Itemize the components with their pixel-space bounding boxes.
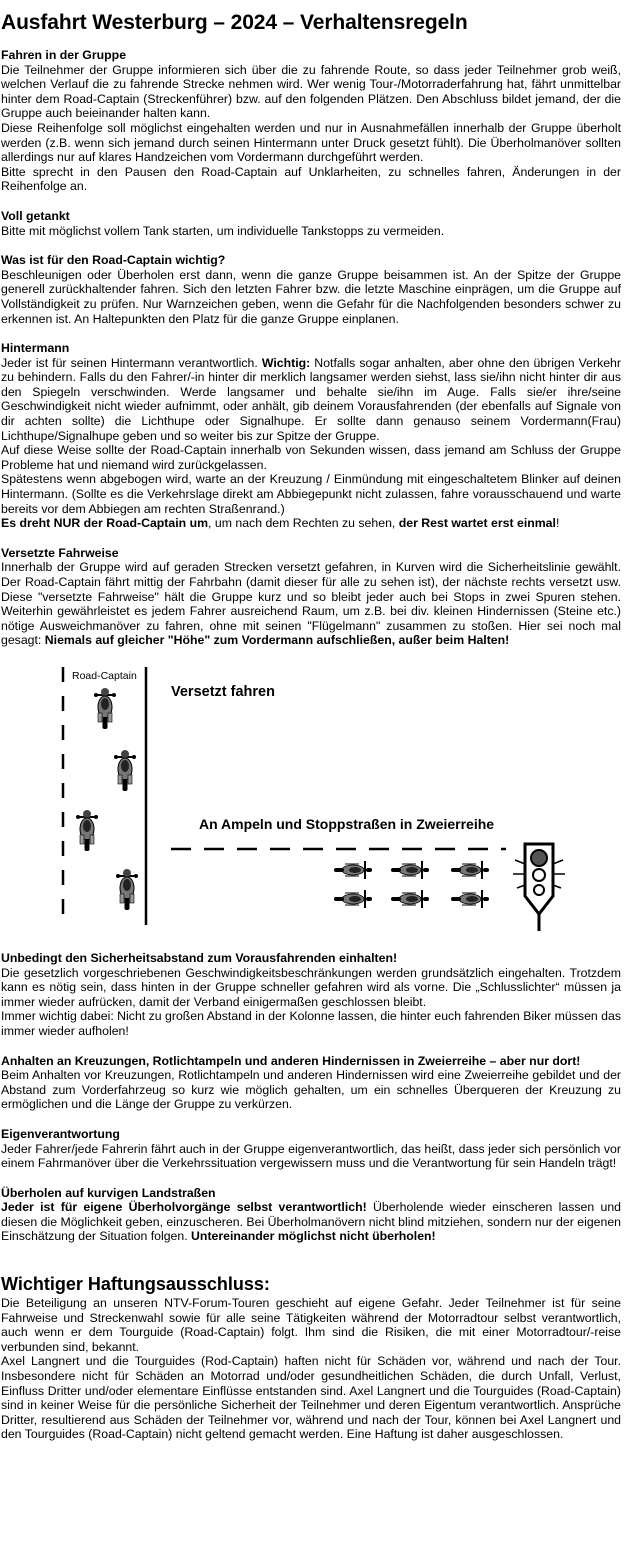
section xyxy=(1,341,621,531)
section-title: Eigenverantwortung xyxy=(1,1126,120,1141)
section-paragraph xyxy=(1,966,621,1010)
section xyxy=(1,1186,621,1244)
section-paragraph xyxy=(1,356,621,444)
section-paragraph xyxy=(1,268,621,326)
motorcycle-icon xyxy=(391,890,429,908)
section xyxy=(1,1127,621,1171)
disclaimer-title: Wichtiger Haftungsausschluss: xyxy=(1,1274,270,1295)
bold-text: der Rest wartet erst einmal xyxy=(398,516,556,531)
section-title: Hintermann xyxy=(1,341,70,356)
text: Jeder Fahrer/jede Fahrerin fährt auch in der Gruppe eigenverantwortlich, das heißt, dass jeder sich persönlich vor einem Fahrmanöver über die Verkehrssituation vergewissern muss und die Verantwortung für sein Handeln trägt! xyxy=(1,1141,621,1171)
section xyxy=(1,48,621,194)
section-paragraph xyxy=(1,472,621,516)
text: , um nach dem Rechten zu sehen, xyxy=(208,516,399,531)
text: Die Teilnehmer der Gruppe informieren sich über die zu fahrende Route, so dass jeder Teilnehmer grob weiß, welchen Verlauf die zu fahrende Strecke nehmen wird. Wer wenig Tour-/Motorraderfahrung hat, fährt unmittelbar hinter dem Road-Captain (Streckenführer) bzw. auf den folgenden Plätzen. Den Abschluss bildet jemand, der die Gruppe auch beieinander halten kann. xyxy=(1,62,621,121)
section-title: Versetzte Fahrweise xyxy=(1,545,119,560)
motorcycle-icon xyxy=(334,890,372,908)
section-paragraph xyxy=(1,1068,621,1112)
text: Diese Reihenfolge soll möglichst eingehalten werden und nur in Ausnahmefällen innerhalb der Gruppe überholt werden (z.B. wenn sich jemand durch seinen Hintermann unter Druck gesetzt fühlt). Die Überholmanöver sollten allerdings nur auf klares Handzeichen vom Vordermann durchgeführt werden. xyxy=(1,120,621,165)
formation-diagram xyxy=(1,663,621,931)
section xyxy=(1,546,621,648)
text: Innerhalb der Gruppe wird auf geraden Strecken versetzt gefahren, in Kurven wird die Sicherheitslinie gewählt. Der Road-Captain fährt mittig der Fahrbahn (damit dieser für alle zu sehen ist), der nächste rechts versetzt usw. Diese "versetzte Fahrweise" hält die Gruppe kurz und so bleibt jeder auch bei Stops in zwei Spuren stehen. Weiterhin gewährleistet es jedem Fahrer ausreichend Raum, um z.B. bei div. kleinen Hindernissen (Steine etc.) nötige Ausweichmanöver zu fahren, ohne mit seinen "Flügelmann" zusammen zu stoßen. Hier sei noch mal gesagt: xyxy=(1,560,621,648)
section-paragraph xyxy=(1,1142,621,1171)
section xyxy=(1,951,621,1039)
section-title: Fahren in der Gruppe xyxy=(1,48,127,62)
versetzt-fahren-label: Versetzt fahren xyxy=(171,683,275,700)
disclaimer-paragraph xyxy=(1,1354,621,1442)
text: Überholende wieder einscheren lassen und diesen die Möglichkeit geben, einzuscheren. Bei Überholmanövern nicht blind mitziehen, sondern nur der eigenen Einschätzung der Situation folgen. xyxy=(1,1200,622,1244)
section-title: Unbedingt den Sicherheitsabstand zum Vorausfahrenden einhalten! xyxy=(1,950,398,965)
text: Notfalls sogar anhalten, aber ohne den übrigen Verkehr zu behindern. Falls du den Fahrer/-in hinter dir merklich langsamer werden siehst, lass sie/ihn nicht hinter dir aus den Spiegeln verschwinden. Werde langsamer und behalte sie/ihn im Auge. Falls sie/er ihre/seine Geschwindigkeit nicht wieder aufnimmt, oder anhält, gib deinem Vorausfahrenden (der ebenfalls auf Signale von dir achten sollte) die Lichthupe oder Signalhupe. Er sollte dann genauso seinem Vordermann(Frau) Lichthupe/Signalhupe geben und so weiter bis zur Spitze der Gruppe. xyxy=(1,355,621,443)
bold-text: Es dreht NUR der Road-Captain um xyxy=(1,516,209,531)
sections-before-figure xyxy=(1,48,621,648)
bold-text: Jeder ist für eigene Überholvorgänge selbst verantwortlich! xyxy=(1,1200,367,1215)
section xyxy=(1,253,621,326)
motorcycle-icon xyxy=(451,861,489,879)
bold-text: Niemals auf gleicher "Höhe" zum Vordermann aufschließen, außer beim Halten! xyxy=(44,633,510,648)
text: Die Beteiligung an unseren NTV-Forum-Touren geschieht auf eigene Gefahr. Jeder Teilnehmer ist für seine Fahrweise und Streckenwahl sowie für alle seine Tätigkeiten während der Motorradtour selbst verantwortlich, auch wenn er dem Tourguide (Road-Captain) folgt. Ihm sind die Risiken, die mit einer Motorradtour/-reise verbunden sind, bekannt. xyxy=(1,1296,621,1354)
text: Immer wichtig dabei: Nicht zu großen Abstand in der Kolonne lassen, die hinter euch fahrenden Biker müssen das immer wieder aufholen! xyxy=(1,1009,621,1038)
page-title: Ausfahrt Westerburg – 2024 – Verhaltensregeln xyxy=(1,11,468,34)
text: Axel Langnert und die Tourguides (Rod-Captain) haften nicht für Schäden vor, während und nach der Tour. Insbesondere nicht für Schäden an Motorrad und/oder gesundheitlichen Schäden, die durch Unfall, Verlust, Einfluss Dritter und/oder elementare Einflüsse entstanden sind. Axel Langnert und die Tourguides (Road-Captain) sind in keiner Weise für die persönliche Sicherheit der Teilnehmer und deren Eigentum verantwortlich. Ansprüche Dritter, resultierend aus Schäden der Teilnehmer vor, während und nach der Tour, können bei Axel Langnert und den Tourguides (Road-Captain) nicht geltend gemacht werden. Eine Haftung ist daher ausgeschlossen. xyxy=(1,1354,621,1442)
section xyxy=(1,209,621,238)
disclaimer-section xyxy=(1,1273,621,1442)
motorcycle-icon xyxy=(94,688,116,729)
section-paragraph xyxy=(1,1009,621,1038)
disclaimer-paragraph xyxy=(1,1296,621,1354)
motorcycle-icon xyxy=(76,810,98,851)
section-paragraph xyxy=(1,1200,621,1244)
section-paragraph xyxy=(1,121,621,165)
text: ! xyxy=(555,516,560,531)
motorcycle-icon xyxy=(391,861,429,879)
text: Bitte sprecht in den Pausen den Road-Captain auf Unklarheiten, zu schnelles fahren, Änderungen in der Reihenfolge an. xyxy=(1,164,621,194)
ampeln-label: An Ampeln und Stoppstraßen in Zweierreihe xyxy=(199,815,495,832)
text: Bitte mit möglichst vollem Tank starten, um individuelle Tankstopps zu vermeiden. xyxy=(1,223,445,238)
section-title: Voll getankt xyxy=(1,208,70,223)
motorcycle-icon xyxy=(451,890,489,908)
section-paragraph xyxy=(1,63,621,121)
motorcycle-icon xyxy=(334,861,372,879)
bold-text: Wichtig: xyxy=(261,355,311,370)
section-paragraph xyxy=(1,443,621,472)
text: Spätestens wenn abgebogen wird, warte an der Kreuzung / Einmündung mit eingeschaltetem Blinker auf deinen Hintermann. (Sollte es die Verkehrslage direkt am Abbiegepunkt nicht zulassen, fahre vorausschauend und warte bereits vor dem Abbiegen am rechten Straßenrand.) xyxy=(1,472,621,516)
section-title: Überholen auf kurvigen Landstraßen xyxy=(1,1185,216,1200)
section-title: Was ist für den Road-Captain wichtig? xyxy=(1,253,226,268)
bold-text: Untereinander möglichst nicht überholen! xyxy=(191,1229,436,1244)
text: Beschleunigen oder Überholen erst dann, wenn die ganze Gruppe beisammen ist. An der Spitze der Gruppe generell zurückhaltender fahren. Sich den letzten Fahrer bzw. die letzte Maschine einprägen, um die Gruppe auf Vollständigkeit zu prüfen. Nur Warnzeichen geben, wenn die Gefahr für die Nachfolgenden besonders schwer zu erkennen ist. An Haltepunkten den Platz für die ganze Gruppe einplanen. xyxy=(1,267,621,326)
section-paragraph xyxy=(1,224,621,239)
document-page xyxy=(0,11,621,1442)
section xyxy=(1,1054,621,1112)
section-paragraph xyxy=(1,516,621,531)
traffic-light-icon xyxy=(513,844,565,931)
text: Beim Anhalten vor Kreuzungen, Rotlichtampeln und anderen Hindernissen wird eine Zweierreihe gebildet und der Abstand zum Vorderfahrzeug so kurz wie möglich gehalten, um ein schnelles Überqueren der Kreuzung zu ermöglichen und die Länge der Gruppe zu verkürzen. xyxy=(1,1068,621,1112)
text: Auf diese Weise sollte der Road-Captain innerhalb von Sekunden wissen, dass jemand am Schluss der Gruppe Probleme hat und niemand wird zurückgelassen. xyxy=(1,443,621,472)
road-captain-label: Road-Captain xyxy=(72,669,137,682)
section-title: Anhalten an Kreuzungen, Rotlichtampeln und anderen Hindernissen in Zweierreihe – aber nur dort! xyxy=(1,1053,581,1068)
text: Jeder ist für seinen Hintermann verantwortlich. xyxy=(1,355,262,370)
motorcycle-icon xyxy=(114,750,136,791)
text: Die gesetzlich vorgeschriebenen Geschwindigkeitsbeschränkungen werden grundsätzlich eingehalten. Trotzdem kann es nötig sein, dass hinten in der Gruppe schneller gefahren wird als vorne. Die „Schlusslichter“ müssen ja immer wieder aufrücken, damit der Verband einigermaßen geschlossen bleibt. xyxy=(1,965,621,1009)
motorcycle-icon xyxy=(116,869,138,910)
section-paragraph xyxy=(1,165,621,194)
sections-after-figure xyxy=(1,951,621,1244)
section-paragraph xyxy=(1,560,621,648)
